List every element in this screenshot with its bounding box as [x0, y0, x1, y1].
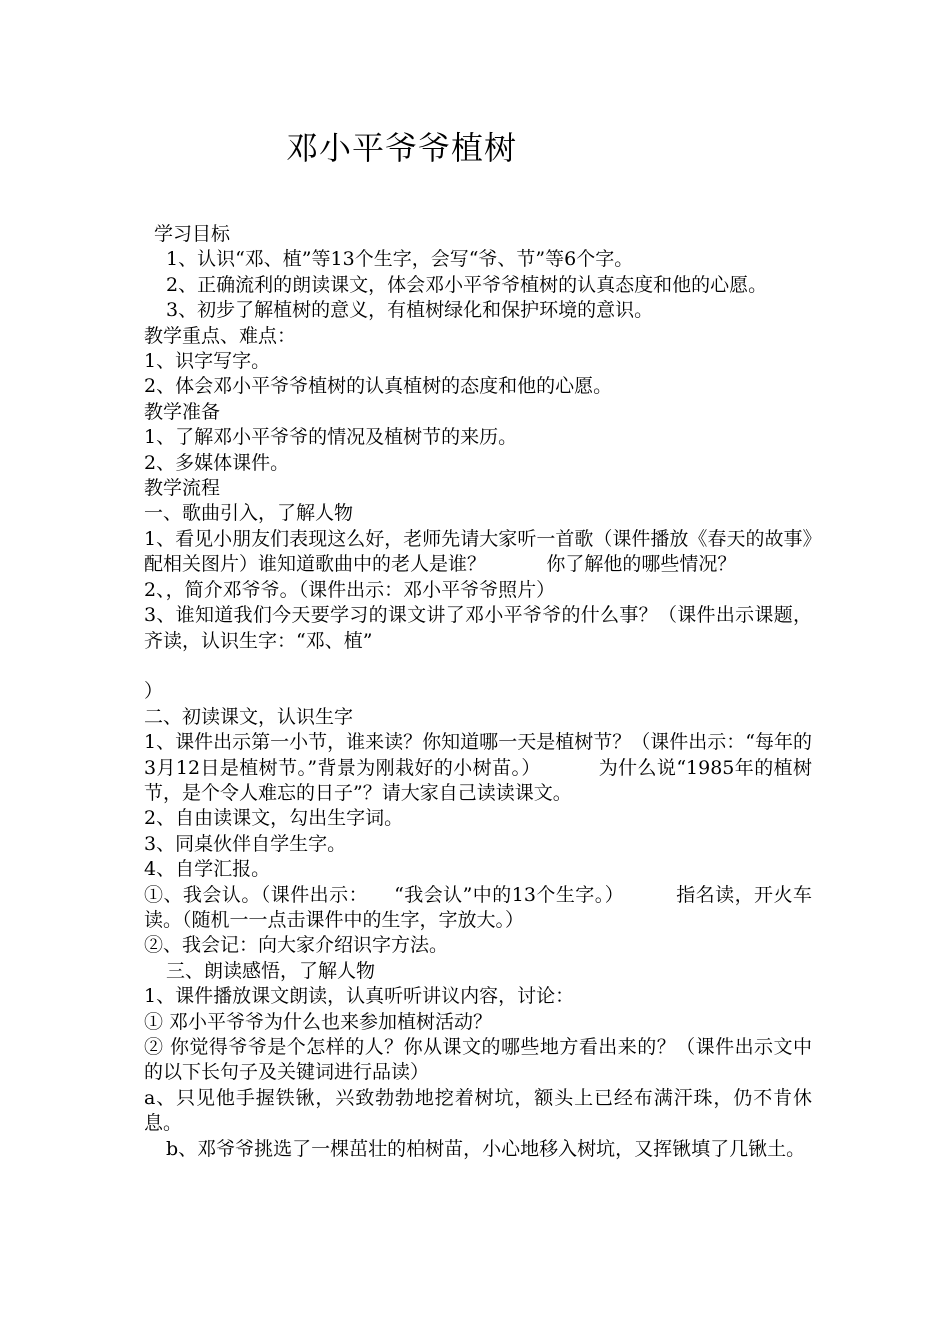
objective-3: 3、初步了解植树的意义，有植树绿化和保护环境的意识。 — [166, 299, 654, 322]
step-heading-1: 一、歌曲引入，了解人物 — [144, 502, 354, 525]
step-3-sentence-a: a、只见他手握铁锹，兴致勃勃地挖着树坑，额头上已经布满汗珠，仍不肯休息。 — [144, 1086, 812, 1135]
step-1-item-2: 2、，简介邓爷爷。（课件出示：邓小平爷爷照片） — [144, 578, 556, 601]
step-2-item-4: 4、自学汇报。 — [144, 858, 271, 881]
step-2-sub-1: ①、我会认。（课件出示： “我会认”中的13个生字。） 指名读，开火车读。（随机一一点击课件中的生字，字放大。） — [144, 883, 812, 931]
document-title: 邓小平爷爷植树 — [286, 129, 518, 167]
step-3-question-1: ① 邓小平爷爷为什么也来参加植树活动？ — [144, 1010, 493, 1033]
step-2-sub-2: ②、我会记：向大家介绍识字方法。 — [144, 934, 449, 957]
step-3-question-2: ② 你觉得爷爷是个怎样的人？你从课文的哪些地方看出来的？（课件出示文中的以下长句子及关键词进行品读） — [144, 1035, 812, 1084]
document-body — [144, 222, 812, 1162]
step-1-item-3: 3、谁知道我们今天要学习的课文讲了邓小平爷爷的什么事？（课件出示课题，齐读，认识生字：“邓、植” — [144, 604, 812, 652]
key-point-2: 2、体会邓小平爷爷植树的认真植树的态度和他的心愿。 — [144, 375, 613, 398]
step-2-item-3: 3、同桌伙伴自学生字。 — [144, 832, 347, 855]
section-heading-objectives: 学习目标 — [148, 223, 231, 245]
closing-paren: ） — [144, 680, 164, 703]
section-heading-preparation: 教学准备 — [144, 400, 221, 423]
step-heading-3: 三、朗读感悟，了解人物 — [166, 959, 376, 982]
objective-2: 2、正确流利的朗读课文，体会邓小平爷爷植树的认真态度和他的心愿。 — [166, 273, 768, 296]
key-point-1: 1、识字写字。 — [144, 350, 271, 373]
section-heading-key-points: 教学重点、难点： — [144, 324, 297, 347]
step-2-item-2: 2、自由读课文，勾出生字词。 — [144, 807, 404, 830]
step-3-sentence-b: b、邓爷爷挑选了一棵茁壮的柏树苗，小心地移入树坑，又挥锹填了几锹土。 — [166, 1137, 806, 1160]
step-2-item-1: 1、课件出示第一小节，谁来读？你知道哪一天是植树节？（课件出示：“每年的3月12日是植树节。”背景为刚栽好的小树苗。） 为什么说“1985年的植树节，是个令人难忘的日子”？请大家自己读读课文。 — [144, 731, 812, 804]
preparation-2: 2、多媒体课件。 — [144, 451, 290, 474]
step-heading-2: 二、初读课文，认识生字 — [144, 705, 354, 728]
preparation-1: 1、了解邓小平爷爷的情况及植树节的来历。 — [144, 426, 518, 449]
blank-line — [144, 654, 812, 679]
step-1-item-1: 1、看见小朋友们表现这么好，老师先请大家听一首歌（课件播放《春天的故事》配相关图片）谁知道歌曲中的老人是谁？ 你了解他的哪些情况？ — [144, 527, 812, 576]
section-heading-process: 教学流程 — [144, 477, 221, 500]
objective-1: 1、认识“邓、植”等13个生字，会写“爷、节”等6个字。 — [166, 248, 634, 271]
step-3-item-1: 1、课件播放课文朗读，认真听听讲议内容，讨论： — [144, 985, 575, 1008]
